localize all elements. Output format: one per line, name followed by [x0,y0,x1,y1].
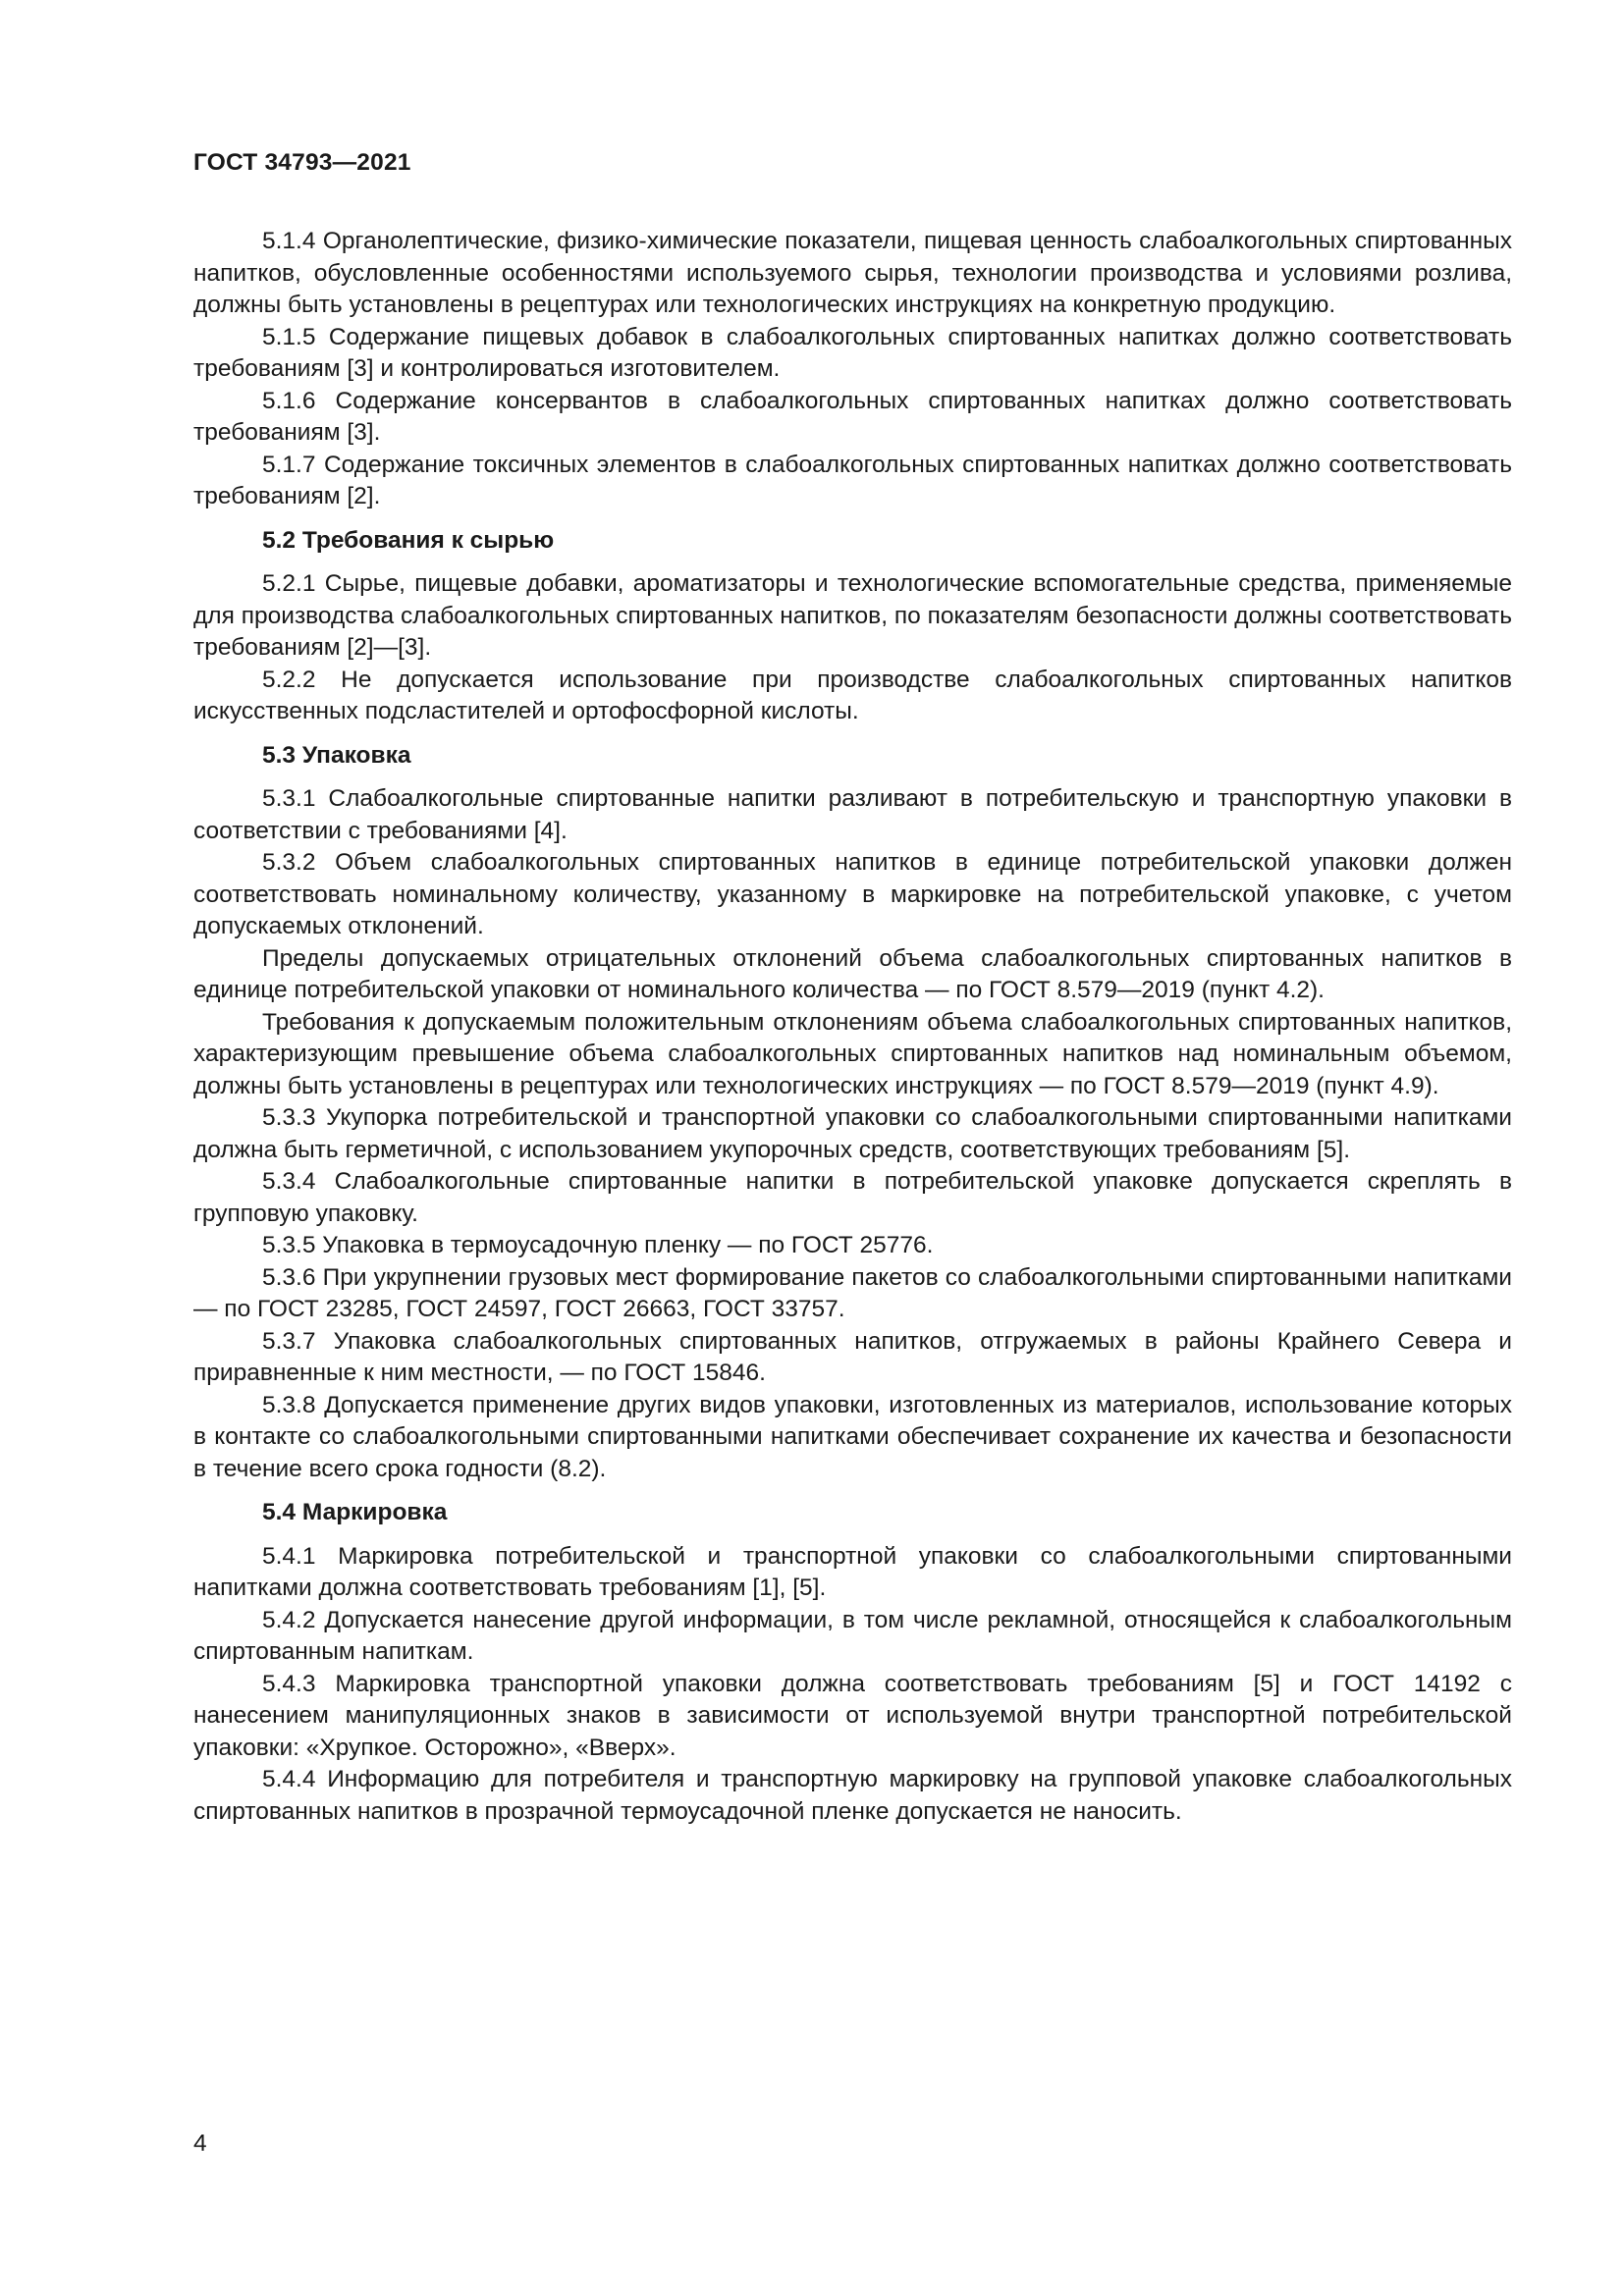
paragraph-5-3-4: 5.3.4 Слабоалкогольные спиртованные напитки в потребительской упаковке допускается скреплять в групповую упаковку. [193,1168,1512,1227]
paragraph-5-4-3: 5.4.3 Маркировка транспортной упаковки должна соответствовать требованиям [5] и ГОСТ 14192 с нанесением манипуляционных знаков в зависимости от используемой внутри транспортной потребительской упаковки: «Хрупкое. Осторожно», «Вверх». [193,1670,1512,1761]
paragraph-5-3-1: 5.3.1 Слабоалкогольные спиртованные напитки разливают в потребительскую и транспортную упаковки в соответствии с требованиями [4]. [193,785,1512,844]
paragraph-5-3-8: 5.3.8 Допускается применение других видов упаковки, изготовленных из материалов, использование которых в контакте со слабоалкогольными спиртованными напитками обеспечивает сохранение их качества и безопасности в течение всего срока годности (8.2). [193,1391,1512,1482]
document-body [193,226,1512,1828]
paragraph-5-4-4: 5.4.4 Информацию для потребителя и транспортную маркировку на групповой упаковке слабоалкогольных спиртованных напитков в прозрачной термоусадочной пленке допускается не наносить. [193,1766,1512,1825]
section-heading-5-3: 5.3 Упаковка [262,741,411,769]
paragraph-5-3-5: 5.3.5 Упаковка в термоусадочную пленку — по ГОСТ 25776. [262,1232,934,1258]
paragraph-5-2-1: 5.2.1 Сырье, пищевые добавки, ароматизаторы и технологические вспомогательные средства, применяемые для производства слабоалкогольных спиртованных напитков, по показателям безопасности должны соответствовать требованиям [2]—[3]. [193,570,1512,661]
paragraph-5-3-7: 5.3.7 Упаковка слабоалкогольных спиртованных напитков, отгружаемых в районы Крайнего Севера и приравненные к ним местности, — по ГОСТ 15846. [193,1327,1512,1386]
paragraph-5-3-6: 5.3.6 При укрупнении грузовых мест формирование пакетов со слабоалкогольными спиртованными напитками — по ГОСТ 23285, ГОСТ 24597, ГОСТ 26663, ГОСТ 33757. [193,1263,1512,1322]
paragraph-5-3-2-limits: Пределы допускаемых отрицательных отклонений объема слабоалкогольных спиртованных напитков в единице потребительской упаковки от номинального количества — по ГОСТ 8.579—2019 (пункт 4.2). [193,944,1512,1003]
paragraph-5-1-6: 5.1.6 Содержание консервантов в слабоалкогольных спиртованных напитках должно соответствовать требованиям [3]. [193,387,1512,446]
paragraph-5-3-2-requirements: Требования к допускаемым положительным отклонениям объема слабоалкогольных спиртованных напитков, характеризующим превышение объема слабоалкогольных спиртованных напитков над номинальным объемом, должны быть установлены в рецептурах или технологических инструкциях — по ГОСТ 8.579—2019 (пункт 4.9). [193,1008,1512,1099]
standard-header: ГОСТ 34793—2021 [193,149,411,176]
paragraph-5-1-7: 5.1.7 Содержание токсичных элементов в слабоалкогольных спиртованных напитках должно соответствовать требованиям [2]. [193,451,1512,509]
paragraph-5-2-2: 5.2.2 Не допускается использование при производстве слабоалкогольных спиртованных напитков искусственных подсластителей и ортофосфорной кислоты. [193,666,1512,724]
page-number: 4 [193,2130,207,2157]
section-heading-5-2: 5.2 Требования к сырью [262,526,555,554]
section-heading-5-4: 5.4 Маркировка [262,1499,448,1525]
paragraph-5-3-2: 5.3.2 Объем слабоалкогольных спиртованных напитков в единице потребительской упаковки должен соответствовать номинальному количеству, указанному в маркировке на потребительской упаковке, с учетом допускаемых отклонений. [193,849,1512,939]
paragraph-5-1-4: 5.1.4 Органолептические, физико-химические показатели, пищевая ценность слабоалкогольных спиртованных напитков, обусловленные особенностями используемого сырья, технологии производства и условиями розлива, должны быть установлены в рецептурах или технологических инструкциях на конкретную продукцию. [193,228,1512,318]
paragraph-5-3-3: 5.3.3 Укупорка потребительской и транспортной упаковки со слабоалкогольными спиртованными напитками должна быть герметичной, с использованием укупорочных средств, соответствующих требованиям [5]. [193,1104,1512,1163]
paragraph-5-4-1: 5.4.1 Маркировка потребительской и транспортной упаковки со слабоалкогольными спиртованными напитками должна соответствовать требованиям [1], [5]. [193,1542,1512,1601]
paragraph-5-4-2: 5.4.2 Допускается нанесение другой информации, в том числе рекламной, относящейся к слабоалкогольным спиртованным напиткам. [193,1606,1512,1665]
paragraph-5-1-5: 5.1.5 Содержание пищевых добавок в слабоалкогольных спиртованных напитках должно соответствовать требованиям [3] и контролироваться изготовителем. [193,323,1512,382]
